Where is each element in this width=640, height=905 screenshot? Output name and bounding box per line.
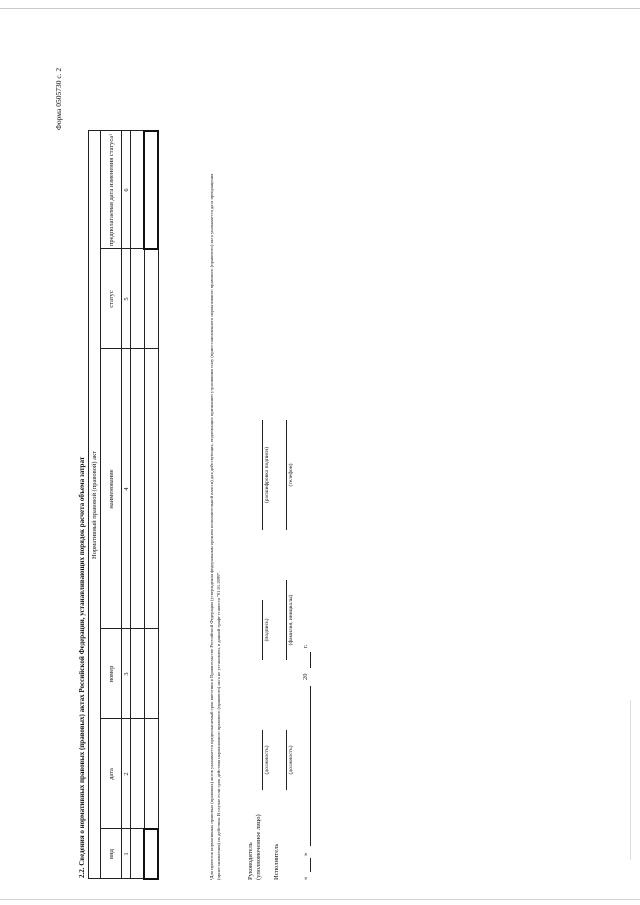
head-label: Руководитель	[247, 842, 254, 880]
date-year-suffix: г.	[302, 644, 309, 648]
table-cell[interactable]	[131, 249, 145, 349]
table-row	[131, 131, 145, 879]
head-signature-line[interactable]	[262, 600, 263, 660]
executor-label: Исполнитель	[273, 843, 280, 880]
head-position-caption: (должность)	[264, 745, 270, 775]
table-cell[interactable]	[131, 131, 145, 249]
table-cell[interactable]	[144, 249, 158, 349]
col-header-status: статус	[101, 249, 122, 349]
executor-position-line[interactable]	[286, 730, 287, 790]
scan-edge-right	[630, 700, 631, 860]
col-header-number: номер	[101, 629, 122, 719]
executor-name-caption: (фамилия, инициалы)	[288, 594, 294, 646]
scan-edge-bottom	[0, 899, 640, 900]
table-group-header-row	[89, 131, 101, 879]
col-header-date: дата	[101, 719, 122, 829]
col-number: 6	[122, 131, 131, 249]
table-cell[interactable]	[131, 629, 145, 719]
head-position-line[interactable]	[262, 730, 263, 790]
executor-name-line[interactable]	[286, 580, 287, 660]
date-month-line[interactable]	[310, 686, 311, 846]
section-title: 2.2. Сведения о нормативных правовых (правовых) актах Российской Федерации, устанавливающих порядок расчета объема затрат	[78, 456, 86, 878]
executor-position-caption: (должность)	[288, 745, 294, 775]
table-cell[interactable]	[144, 719, 158, 829]
date-day-line[interactable]	[310, 858, 311, 872]
table-cell[interactable]	[131, 349, 145, 629]
table-cell[interactable]	[144, 131, 158, 249]
table-row	[144, 131, 158, 879]
table-cell[interactable]	[144, 629, 158, 719]
head-decoding-caption: (расшифровка подписи)	[264, 446, 270, 504]
col-number: 5	[122, 249, 131, 349]
head-sublabel: (уполномоченное лицо)	[255, 814, 262, 880]
col-number: 1	[122, 829, 131, 879]
date-year-prefix: 20	[302, 673, 309, 680]
table-cell[interactable]	[131, 719, 145, 829]
table-group-header: Нормативный правовой (правовой) акт	[89, 131, 101, 879]
date-quote-close: »	[302, 852, 309, 856]
scan-edge-top	[0, 8, 640, 9]
col-header-status-change-date: предполагаемая дата изменения статуса¹	[101, 131, 122, 249]
executor-phone-line[interactable]	[286, 420, 287, 530]
table-header-row	[101, 131, 122, 879]
table-cell[interactable]	[144, 829, 158, 879]
footnote: ¹Для проектов нормативных правовых (правовых) актов указывается предполагаемый срок внесения в Правительство Российской Федерации (утверждения федеральным органом исполнительной власти) для действующих, подлежащих признанию утратившим силу (приостановленного нормативного правового (правового) акта указывается дата прекращения (приостановления) их действия. В случае если срок действия нормативного правового (правового) акта не установлен, в данной графе ставится "01.01.2099".	[209, 173, 221, 880]
column-number-row	[122, 131, 131, 879]
col-number: 3	[122, 629, 131, 719]
date-year-line[interactable]	[310, 652, 311, 668]
col-header-name: наименование	[101, 349, 122, 629]
executor-phone-caption: (телефон)	[288, 463, 294, 487]
table-cell[interactable]	[144, 349, 158, 629]
date-quote-open: «	[302, 876, 309, 880]
head-signature-caption: (подпись)	[264, 618, 270, 642]
normative-acts-table	[88, 130, 159, 880]
col-number: 4	[122, 349, 131, 629]
head-decoding-line[interactable]	[262, 420, 263, 530]
col-header-type: вид	[101, 829, 122, 879]
form-number: Форма 0505730 с. 2	[54, 67, 63, 130]
rotated-form-sheet	[40, 50, 600, 890]
col-number: 2	[122, 719, 131, 829]
table-cell[interactable]	[131, 829, 145, 879]
